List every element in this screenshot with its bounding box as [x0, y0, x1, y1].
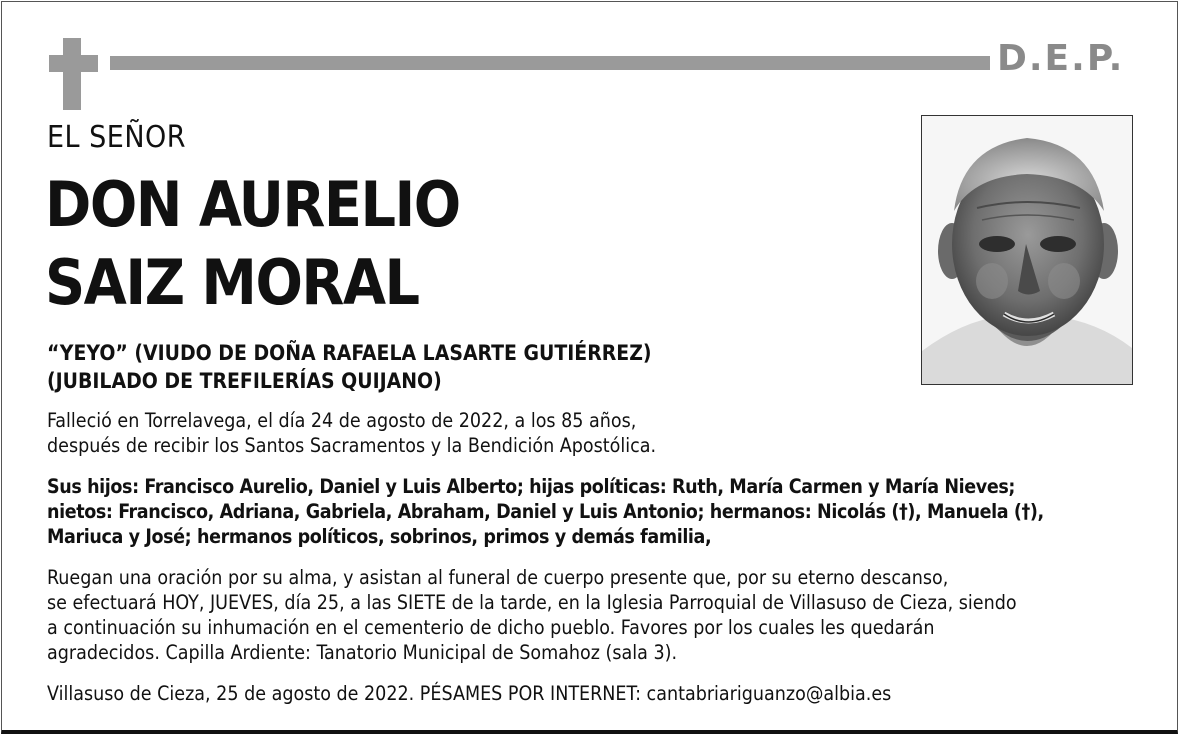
death-notice-line-2: después de recibir los Santos Sacramentos y la Bendición Apostólica. — [47, 434, 657, 457]
funeral-line-4: agradecidos. Capilla Ardiente: Tanatorio Municipal de Somahoz (sala 3). — [47, 641, 678, 664]
funeral-details — [47, 565, 1017, 665]
footer-line: Villasuso de Cieza, 25 de agosto de 2022. PÉSAMES POR INTERNET: cantabriariguanzo@albia.es — [47, 682, 892, 705]
name-line-2: SAIZ MORAL — [45, 246, 419, 319]
subtitle — [47, 339, 652, 395]
family-line-1: Sus hijos: Francisco Aurelio, Daniel y Luis Alberto; hijas políticas: Ruth, María Carmen y María Nieves; — [47, 475, 1015, 498]
header-rule — [110, 56, 990, 70]
death-notice-line-1: Falleció en Torrelavega, el día 24 de agosto de 2022, a los 85 años, — [47, 409, 637, 432]
family-list — [47, 474, 1044, 549]
portrait-photo — [921, 115, 1133, 385]
deceased-name — [45, 166, 460, 322]
funeral-line-1: Ruegan una oración por su alma, y asistan al funeral de cuerpo presente que, por su eterno descanso, — [47, 566, 949, 589]
funeral-line-2: se efectuará HOY, JUEVES, día 25, a las SIETE de la tarde, en la Iglesia Parroquial de Villasuso de Cieza, siendo — [47, 591, 1017, 614]
name-line-1: DON AURELIO — [45, 168, 460, 241]
family-line-3: Mariuca y José; hermanos políticos, sobrinos, primos y demás familia, — [47, 525, 712, 548]
family-line-2: nietos: Francisco, Adriana, Gabriela, Abraham, Daniel y Luis Antonio; hermanos: Nicolás (†), Manuela (†), — [47, 500, 1044, 523]
cross-vertical-bar — [63, 38, 81, 110]
subtitle-line-2: (JUBILADO DE TREFILERÍAS QUIJANO) — [47, 369, 442, 393]
dep-label: D.E.P. — [997, 38, 1125, 79]
intro-label: EL SEÑOR — [47, 120, 187, 155]
funeral-line-3: a continuación su inhumación en el cementerio de dicho pueblo. Favores por los cuales les quedarán — [47, 616, 935, 639]
cross-horizontal-bar — [49, 55, 98, 72]
death-notice — [47, 408, 656, 458]
subtitle-line-1: “YEYO” (VIUDO DE DOÑA RAFAELA LASARTE GUTIÉRREZ) — [47, 341, 652, 365]
